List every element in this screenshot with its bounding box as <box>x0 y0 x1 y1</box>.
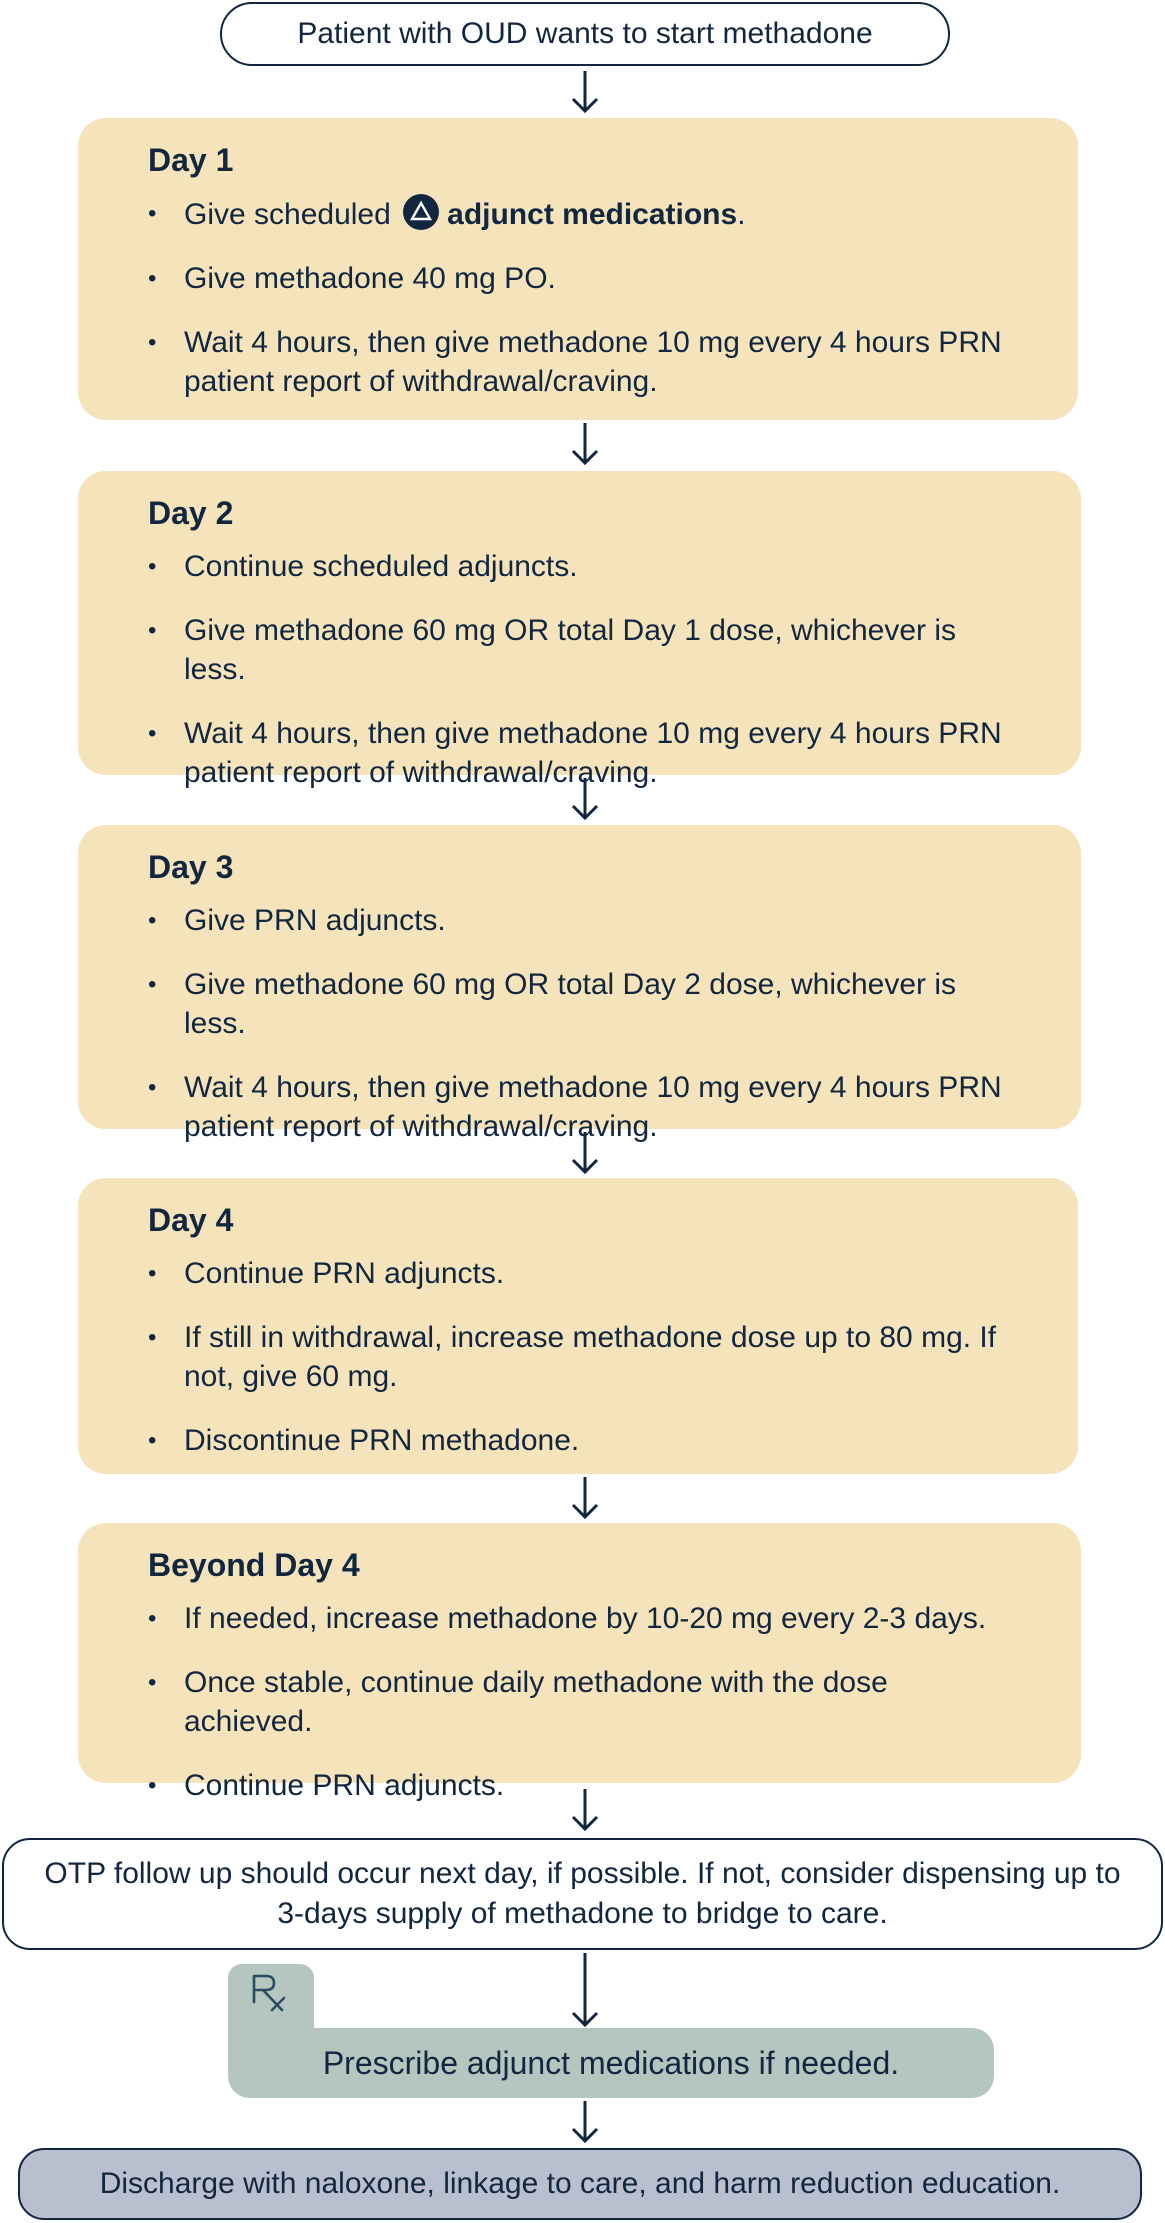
day-title: Beyond Day 4 <box>148 1547 360 1583</box>
arrow-down-icon <box>570 2100 600 2144</box>
list-item: • Wait 4 hours, then give methadone 10 mg every 4 hours PRN patient report of withdrawal/craving. <box>148 1068 1011 1146</box>
list-item: • Give methadone 40 mg PO. <box>148 259 1008 298</box>
arrow-down-icon <box>570 1131 600 1175</box>
item-text: Give scheduled <box>184 198 391 231</box>
prescribe-node: Prescribe adjunct medications if needed. <box>228 2028 994 2098</box>
day-2-box <box>78 471 1081 789</box>
list-item: • Discontinue PRN methadone. <box>148 1421 1008 1460</box>
day-3-box <box>78 825 1081 1143</box>
list-item <box>148 194 1008 234</box>
list-item: • Give methadone 60 mg OR total Day 1 dose, whichever is less. <box>148 611 1011 689</box>
arrow-down-icon <box>570 1476 600 1520</box>
day-4-box <box>78 1178 1078 1474</box>
day-title: Day 1 <box>148 142 234 178</box>
item-bold-text: adjunct medications <box>447 198 738 231</box>
list-item: • If needed, increase methadone by 10-20 mg every 2-3 days. <box>148 1599 1011 1638</box>
list-item: • Continue scheduled adjuncts. <box>148 547 1011 586</box>
arrow-down-icon <box>570 777 600 821</box>
rx-icon <box>246 1968 296 2018</box>
list-item: • Give PRN adjuncts. <box>148 901 1011 940</box>
item-text: . <box>737 198 746 231</box>
arrow-down-icon <box>570 422 600 466</box>
list-item: • If still in withdrawal, increase methadone dose up to 80 mg. If not, give 60 mg. <box>148 1318 1008 1396</box>
day-title: Day 3 <box>148 849 234 885</box>
list-item: • Continue PRN adjuncts. <box>148 1766 1011 1805</box>
beyond-day-4-box <box>78 1523 1081 1802</box>
list-item: • Give methadone 60 mg OR total Day 2 dose, whichever is less. <box>148 965 1011 1043</box>
list-item: • Wait 4 hours, then give methadone 10 mg every 4 hours PRN patient report of withdrawal/craving. <box>148 714 1011 792</box>
list-item: • Once stable, continue daily methadone with the dose achieved. <box>148 1663 1011 1741</box>
day-title: Day 2 <box>148 495 234 531</box>
otp-followup-node: OTP follow up should occur next day, if possible. If not, consider dispensing up to 3-days supply of methadone to bridge to care. <box>2 1838 1163 1950</box>
day-1-box <box>78 118 1078 420</box>
list-item: • Wait 4 hours, then give methadone 10 mg every 4 hours PRN patient report of withdrawal/craving. <box>148 323 1008 401</box>
arrow-down-icon <box>570 1788 600 1832</box>
start-node: Patient with OUD wants to start methadone <box>220 2 950 66</box>
arrow-down-icon <box>570 1952 600 2028</box>
discharge-node: Discharge with naloxone, linkage to care, and harm reduction education. <box>18 2148 1142 2220</box>
list-item: • Continue PRN adjuncts. <box>148 1254 1008 1293</box>
adjunct-badge-icon <box>403 194 439 230</box>
day-title: Day 4 <box>148 1202 234 1238</box>
arrow-down-icon <box>570 70 600 114</box>
